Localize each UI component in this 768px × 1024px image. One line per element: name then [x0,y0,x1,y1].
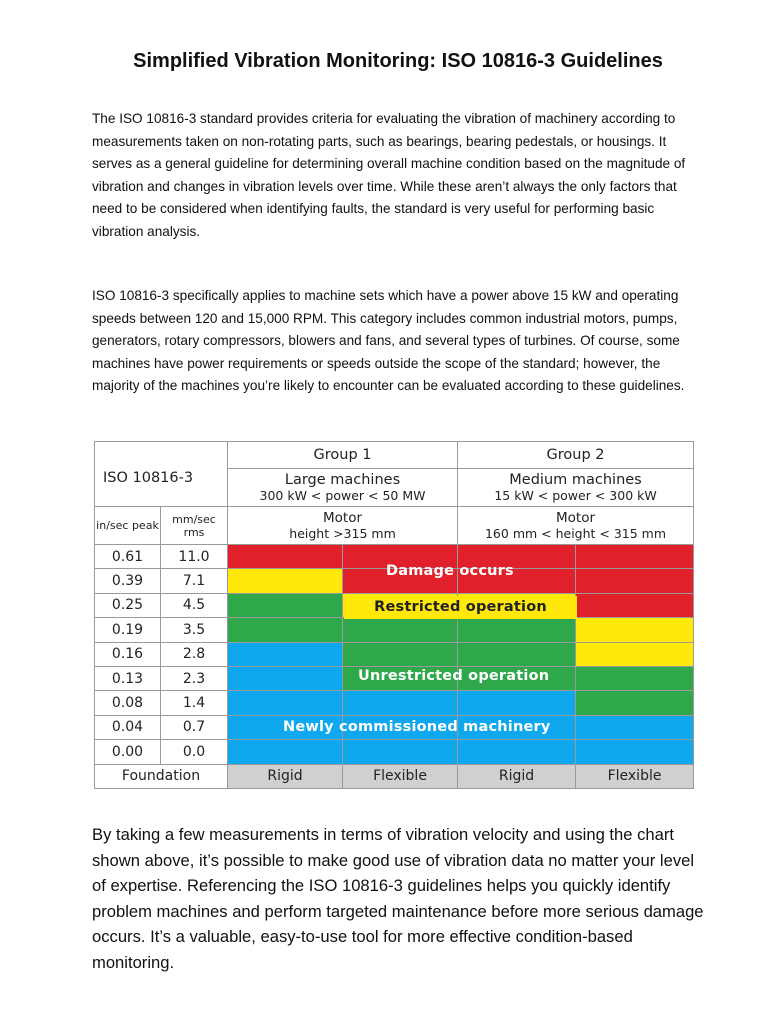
zone-cell-blue [228,691,343,715]
in-sec-value: 0.08 [95,691,161,715]
standard-label: ISO 10816-3 [95,442,228,507]
zone-cell-blue [576,740,694,764]
in-sec-value: 0.13 [95,666,161,690]
in-sec-value: 0.25 [95,593,161,617]
group2-motor-label: Motor [556,509,596,526]
zone-cell-green [458,642,576,666]
group1-power: 300 kW < power < 50 MW [259,487,426,503]
group1-machines-label: Large machines [284,471,401,488]
zone-label-newly-commissioned: Newly commissioned machinery [283,719,551,735]
foundation-label: Foundation [95,764,228,788]
mm-sec-value: 2.8 [161,642,228,666]
in-sec-value: 0.19 [95,618,161,642]
mm-sec-value: 0.0 [161,740,228,764]
group1-machines [228,469,458,507]
zone-cell-green [576,666,694,690]
conclusion-paragraph: By taking a few measurements in terms of vibration velocity and using the chart shown above, it’s possible to make good use of vibration data no matter your level of expertise. Referencing the ISO 10816-3 guidelines helps you quickly identify problem machines and perform targeted maintenance before more serious damage occurs. It’s a valuable, easy-to-use tool for more effective condition-based monitoring. [92,825,704,972]
zone-cell-green [343,618,458,642]
chart-row [95,642,694,666]
scope-paragraph: ISO 10816-3 specifically applies to machine sets which have a power above 15 kW and operating speeds between 120 and 15,000 RPM. This category includes common industrial motors, pumps, generators, rotary compressors, blowers and fans, and several types of turbines. Of course, some machines have power requirements or speeds outside the scope of the standard; however, the majority of the machines you’re likely to encounter can be evaluated according to these guidelines. [92,288,685,393]
in-sec-value: 0.61 [95,545,161,569]
zone-cell-blue [228,666,343,690]
zone-cell-green [228,618,343,642]
zone-label-restricted: Restricted operation [344,596,577,619]
mm-sec-value: 0.7 [161,715,228,739]
zone-cell-blue [458,691,576,715]
zone-cell-yellow [576,642,694,666]
mm-sec-value: 11.0 [161,545,228,569]
in-sec-value: 0.00 [95,740,161,764]
foundation-type: Flexible [343,764,458,788]
group1-label: Group 1 [228,442,458,469]
group2-power: 15 kW < power < 300 kW [494,487,657,503]
foundation-type: Rigid [458,764,576,788]
zone-cell-green [576,691,694,715]
zone-cell-red [576,593,694,617]
in-sec-value: 0.04 [95,715,161,739]
group2-motor [458,507,694,545]
intro-paragraph: The ISO 10816-3 standard provides criteria for evaluating the vibration of machinery according to measurements taken on non-rotating parts, such as bearings, bearing pedestals, or housings. It serves as a general guideline for determining overall machine condition based on the magnitude of vibration and changes in vibration levels over time. While these aren’t always the only factors that need to be considered when identifying faults, the standard is very useful for performing basic vibration analysis. [92,111,686,239]
zone-cell-green [458,618,576,642]
foundation-row [95,764,694,788]
unit-in-sec: in/sec peak [95,507,161,545]
zone-cell-red [576,545,694,569]
in-sec-value: 0.39 [95,569,161,593]
group2-machines-label: Medium machines [509,471,642,488]
zone-cell-green [228,593,343,617]
group2-height: 160 mm < height < 315 mm [484,525,667,541]
zone-cell-blue [458,740,576,764]
zone-cell-blue [228,740,343,764]
zone-cell-blue [228,642,343,666]
chart-row [95,618,694,642]
zone-cell-blue [343,691,458,715]
zone-cell-blue [576,715,694,739]
zone-cell-red [576,569,694,593]
foundation-type: Flexible [576,764,694,788]
zone-cell-red [228,545,343,569]
mm-sec-value: 7.1 [161,569,228,593]
page-title: Simplified Vibration Monitoring: ISO 10816-3 Guidelines [133,50,663,72]
group1-motor [228,507,458,545]
group2-label: Group 2 [458,442,694,469]
mm-sec-value: 2.3 [161,666,228,690]
group1-motor-label: Motor [323,509,363,526]
zone-cell-green [343,642,458,666]
zone-label-unrestricted: Unrestricted operation [358,668,550,684]
chart-row [95,740,694,764]
mm-sec-value: 4.5 [161,593,228,617]
chart-row [95,691,694,715]
mm-sec-value: 1.4 [161,691,228,715]
zone-cell-yellow [576,618,694,642]
in-sec-value: 0.16 [95,642,161,666]
zone-cell-yellow [228,569,343,593]
unit-mm-sec: mm/sec rms [161,507,228,545]
group1-height: height >315 mm [289,525,396,541]
mm-sec-value: 3.5 [161,618,228,642]
group2-machines [458,469,694,507]
zone-cell-blue [343,740,458,764]
foundation-type: Rigid [228,764,343,788]
zone-label-damage: Damage occurs [386,563,514,579]
